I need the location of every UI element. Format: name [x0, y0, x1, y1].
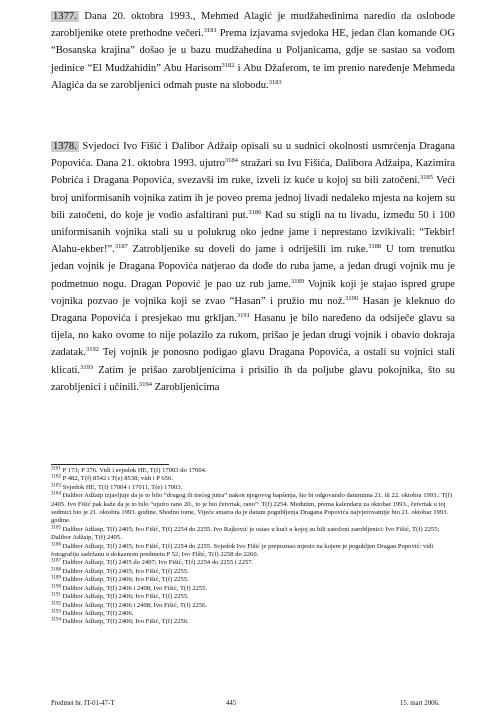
paragraph-1377: 1377. Dana 20. oktobra 1993., Mehmed Alagić je mudžahedinima naredio da oslobode zarobljenike otete prethodne večeri.$^{3181}$ Prema izjavama svjedoka HE, jedan član komande OG “Bosanska krajina” došao je u bazu mudžahedina u Poljanicama, gdje se sastao sa vođom jedinice “El Mudžahidin” Abu Harisom$^{3182}$ i Abu Džaferom, te im prenio naređenje Mehmeda Alagića da se zarobljenici odmah puste na slobodu.$^{3183}$	[51, 11, 455, 91]
footnote: $^{3182}$ P 482, T(f) 8542 i T(e) 8538; vidi i P 656.	[51, 474, 173, 483]
footnote-ref[interactable]: 3193	[80, 363, 94, 371]
footnote: $^{3181}$ P 173; P 376. Vidi i svjedok HE, T(f) 17003 do 17004.	[51, 466, 207, 474]
footer-page-number: 445	[226, 700, 237, 707]
footnote: $^{3184}$ Dalibor Adžaip izjavljuje da je to bilo “drugog ili trećeg jutra” nakon njegovog hapšenja, što bi odgovaralo datumima 21. ili 22. oktobra 1993.: T(f) 2405. Ivo Fišić pak kaže da je to bilo “ujutro rano 20., to je bio četvrtak, rano”: T(f) 2254. Međutim, prema kalendaru za oktobar 1993., četvrtak u toj sedmici bio je 21. oktobra 1993. godine. Shodno tome, Vijeće smatra da je datum pogubljenja Dragana Popovića najvjerovatnije bio 21. oktobar 1993. godine.	[51, 491, 453, 525]
footnote-ref[interactable]: 3185	[419, 174, 433, 182]
paragraph-number: 1377.	[53, 11, 77, 22]
footnote-ref[interactable]: 3190	[345, 294, 359, 302]
paragraph-number: 1378.	[53, 141, 77, 152]
footnote: $^{3194}$ Dalibor Adžaip, T(f) 2406; Ivo Fišić, T(f) 2256.	[51, 617, 189, 626]
footer-date: 15. mart 2006.	[400, 700, 440, 707]
footnote: $^{3191}$ Dalibor Adžaip, T(f) 2406; Ivo Fišić, T(f) 2255.	[51, 592, 189, 601]
footnote-ref[interactable]: 3191	[236, 312, 250, 320]
footnote-ref[interactable]: 3183	[268, 78, 282, 86]
footnote: $^{3189}$ Dalibor Adžaip, T(f) 2406; Ivo Fišić, T(f) 2255.	[51, 575, 189, 584]
footnote: $^{3183}$ Svjedok HE, T(f) 17004 i 17011, T(e) 17003.	[51, 483, 183, 491]
paragraph-1378: 1378. Svjedoci Ivo Fišić i Dalibor Adžaip opisali su u sudnici okolnosti usmrćenja Dragana Popovića. Dana 21. oktobra 1993. ujutro$^{3184}$ stražari su Ivu Fišića, Dalibora Adžaipa, Kazimira Pobrića i Dragana Popovića, svezavši im ruke, izveli iz kuće u kojoj su bili zatočeni.$^{3185}$ Veći broj uniformisanih vojnika zatim ih je poveo prema jednoj livadi nedaleko mjesta na kojem su bili zatočeni, do koje je vodio asfaltirani put.$^{3186}$ Kad su stigli na tu livadu, između 50 i 100 uniformisanih vojnika stali su u polukrug oko jedne jame i neprestano izvikivali: “Tekbir! Alahu-ekber!”.$^{3187}$ Zatrobljenike su doveli do jame i odriješili im ruke.$^{3188}$ U tom trenutku jedan vojnik je Dragana Popovića natjerao da dođe do ruba jame, a jedan drugi vojnik mu je podmetnuo nogu. Dragan Popović je pao uz rub jame.$^{3189}$ Vojnik koji je stajao ispred grupe vojnika pozvao je vojnika koji se zvao “Hasan” i pružio mu nož.$^{3190}$ Hasan je kleknuo do Dragana Popovića i presjekao mu grkljan.$^{3191}$ Hasanu je bilo naređeno da odsiječe glavu sa tijela, no kako ovome to nije polazilo za rukom, prišao je jedan drugi vojnik i obavio dokraja zadatak.$^{3192}$ Tej vojnik je ponosno podigao glavu Dragana Popovića, a ostali su vojnici stali klicati.$^{3193}$ Zatim je prišao zarobljenicima i prisilio ih da poljube glavu pokojnika, što su zarobljenici i učinili.$^{3194}$ Zarobljenicima	[51, 141, 456, 393]
footer-case-number: Predmet br. IT-01-47-T	[51, 700, 115, 707]
footnote: $^{3190}$ Dalibor Adžaip, T(f) 2406 i 2408; Ivo Fišić, T(f) 2255.	[51, 584, 208, 592]
footnotes	[51, 467, 455, 627]
footnote-ref[interactable]: 3192	[86, 346, 99, 354]
footnote-ref[interactable]: 3187	[114, 243, 128, 251]
footnote-ref[interactable]: 3186	[248, 208, 262, 216]
footnote: $^{3186}$ Dalibor Adžaip, T(f) 2405; Ivo Fišić, T(f) 2254 do 2255. Svjedok Ivo Fišić je prepoznao mjesto na kojem je pogubljen Dragan Popović: vidi fotografiju sadržanu u dokaznom predmetu P 52; Ivo Fišić, T(f) 2258 do 2260.	[51, 542, 434, 559]
footnote: $^{3192}$ Dalibor Adžaip, T(f) 2406 i 2408; Ivo Fišić, T(f) 2256.	[51, 601, 208, 609]
footnote: $^{3187}$ Dalibor Adžaip, T(f) 2405 do 2407; Ivo Fišić, T(f) 2254 do 2255 i 2257.	[51, 558, 254, 567]
footnote-ref[interactable]: 3189	[291, 277, 305, 285]
footnote: $^{3193}$ Dalibor Adžaip, T(f) 2406.	[51, 609, 134, 617]
footnote-separator	[51, 464, 169, 465]
footnote: $^{3185}$ Dalibor Adžaip, T(f) 2405; Ivo Fišić, T(f) 2254 do 2255. Ivo Rajković je ostao u kući u kojoj su bili zatočeni zarobljenici: Ivo Fišić, T(f) 2255; Dalibor Adžaip, T(f) 2405.	[51, 525, 440, 542]
footnote-ref[interactable]: 3184	[224, 157, 238, 165]
footnote-ref[interactable]: 3182	[221, 61, 235, 69]
footnote-ref[interactable]: 3188	[368, 243, 382, 251]
footnote-ref[interactable]: 3181	[203, 27, 217, 35]
footnote: $^{3188}$ Dalibor Adžaip, T(f) 2405; Ivo Fišić, T(f) 2255.	[51, 567, 189, 575]
footnote-ref[interactable]: 3194	[138, 380, 152, 388]
